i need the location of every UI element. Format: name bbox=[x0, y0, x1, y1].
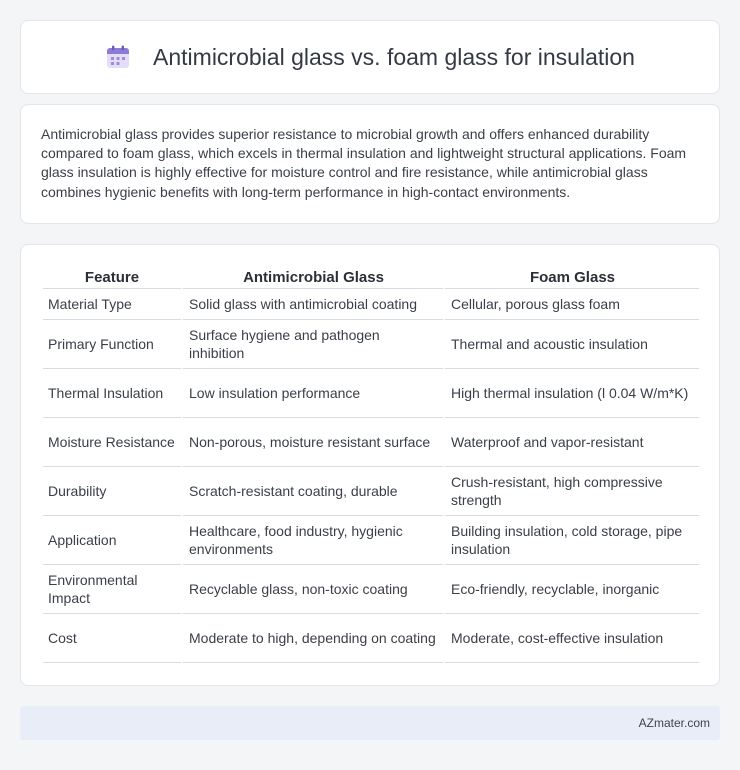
title-card bbox=[20, 20, 720, 94]
foam-glass-cell: Eco-friendly, recyclable, inorganic bbox=[443, 565, 699, 614]
table-row bbox=[43, 516, 699, 565]
feature-cell: Primary Function bbox=[43, 320, 181, 369]
table-row bbox=[43, 467, 699, 516]
antimicrobial-glass-cell: Low insulation performance bbox=[181, 369, 443, 418]
foam-glass-cell: Moderate, cost-effective insulation bbox=[443, 614, 699, 663]
column-header-feature: Feature bbox=[43, 266, 181, 289]
table-header-row bbox=[43, 266, 699, 289]
antimicrobial-glass-cell: Solid glass with antimicrobial coating bbox=[181, 289, 443, 320]
feature-cell: Material Type bbox=[43, 289, 181, 320]
intro-paragraph: Antimicrobial glass provides superior resistance to microbial growth and offers enhanced durability compared to foam glass, which excels in thermal insulation and lightweight structural applications. Foam glass insulation is highly effective for moisture control and fire resistance, while antimicrobial glass combines hygienic benefits with long-term performance in high-contact environments. bbox=[41, 126, 687, 200]
table-row bbox=[43, 289, 699, 320]
feature-cell: Cost bbox=[43, 614, 181, 663]
comparison-table-card bbox=[20, 244, 720, 686]
foam-glass-cell: Thermal and acoustic insulation bbox=[443, 320, 699, 369]
feature-cell: Application bbox=[43, 516, 181, 565]
antimicrobial-glass-cell: Surface hygiene and pathogen inhibition bbox=[181, 320, 443, 369]
antimicrobial-glass-cell: Recyclable glass, non-toxic coating bbox=[181, 565, 443, 614]
table-row bbox=[43, 320, 699, 369]
table-row bbox=[43, 418, 699, 467]
column-header-antimicrobial-glass: Antimicrobial Glass bbox=[181, 266, 443, 289]
footer bbox=[20, 706, 720, 740]
feature-cell: Thermal Insulation bbox=[43, 369, 181, 418]
antimicrobial-glass-cell: Scratch-resistant coating, durable bbox=[181, 467, 443, 516]
column-header-foam-glass: Foam Glass bbox=[443, 266, 699, 289]
footer-source-link[interactable]: AZmater.com bbox=[638, 716, 710, 730]
foam-glass-cell: Waterproof and vapor-resistant bbox=[443, 418, 699, 467]
foam-glass-cell: Crush-resistant, high compressive strength bbox=[443, 467, 699, 516]
table-row bbox=[43, 565, 699, 614]
table-row bbox=[43, 369, 699, 418]
feature-cell: Durability bbox=[43, 467, 181, 516]
page-title: Antimicrobial glass vs. foam glass for insulation bbox=[153, 43, 635, 70]
feature-cell: Environmental Impact bbox=[43, 565, 181, 614]
foam-glass-cell: Building insulation, cold storage, pipe insulation bbox=[443, 516, 699, 565]
foam-glass-cell: High thermal insulation (l 0.04 W/m*K) bbox=[443, 369, 699, 418]
antimicrobial-glass-cell: Moderate to high, depending on coating bbox=[181, 614, 443, 663]
calendar-icon bbox=[105, 44, 131, 70]
feature-cell: Moisture Resistance bbox=[43, 418, 181, 467]
foam-glass-cell: Cellular, porous glass foam bbox=[443, 289, 699, 320]
antimicrobial-glass-cell: Non-porous, moisture resistant surface bbox=[181, 418, 443, 467]
table-row bbox=[43, 614, 699, 663]
comparison-table bbox=[43, 266, 699, 663]
antimicrobial-glass-cell: Healthcare, food industry, hygienic environments bbox=[181, 516, 443, 565]
intro-card bbox=[20, 104, 720, 224]
